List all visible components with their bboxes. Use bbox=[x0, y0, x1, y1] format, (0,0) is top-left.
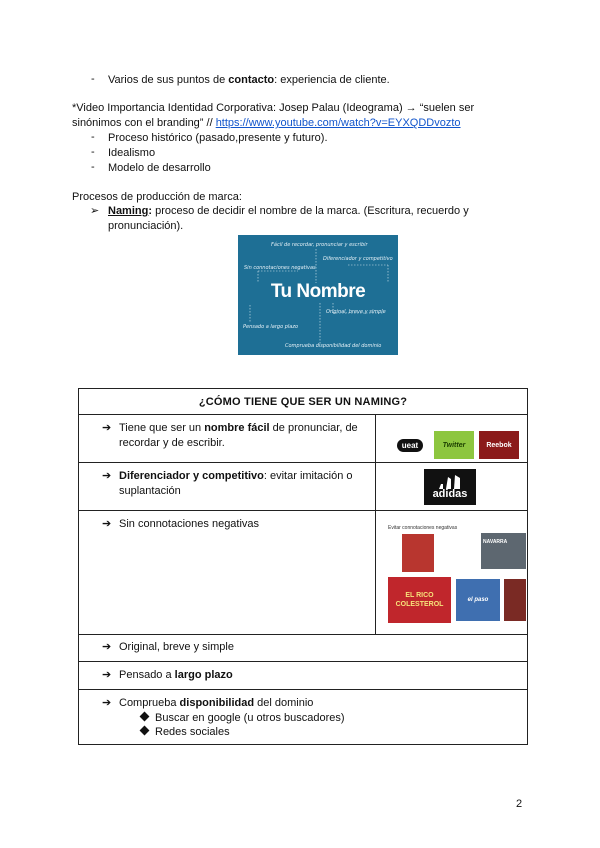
naming-definition-cont: pronunciación). bbox=[108, 220, 184, 232]
arrow-icon: ➔ bbox=[102, 470, 112, 482]
logos-cell bbox=[376, 415, 528, 463]
arrow-icon: ➔ bbox=[102, 641, 112, 653]
negative-examples-cell bbox=[376, 511, 528, 635]
table-row bbox=[79, 415, 528, 463]
diagram-label: Fácil de recordar, pronunciar y escribir bbox=[271, 242, 368, 248]
arrow-icon: ➔ bbox=[102, 697, 112, 709]
intro-bullet: Varios de sus puntos de contacto: experiencia de cliente. bbox=[108, 74, 390, 86]
reebok-logo: Reebok bbox=[479, 431, 519, 459]
youtube-link[interactable]: https://www.youtube.com/watch?v=EYXQDDvozto bbox=[215, 117, 461, 129]
row-text: ➔ Comprueba disponibilidad del dominio bbox=[102, 697, 314, 709]
table-header-row bbox=[79, 389, 528, 415]
sub-item: Buscar en google (u otros buscadores) bbox=[79, 711, 527, 725]
dash-bullet: - bbox=[91, 146, 95, 158]
video-item: Proceso histórico (pasado,presente y futuro). bbox=[108, 132, 328, 144]
diagram-label: Original, breve y simple bbox=[326, 309, 386, 315]
neg-photo-3: el paso bbox=[456, 579, 500, 621]
arrow-icon: ➔ bbox=[102, 422, 112, 434]
naming-definition: Naming: proceso de decidir el nombre de la marca. (Escritura, recuerdo y bbox=[108, 205, 469, 217]
twitter-logo: Twitter bbox=[434, 431, 474, 459]
neg-caption: Evitar connotaciones negativas bbox=[388, 525, 458, 531]
table-row bbox=[79, 690, 528, 745]
row-text: ➔ Tiene que ser un nombre fácil de pronunciar, de recordar y de escribir. bbox=[102, 422, 358, 449]
row-text: ➔ Diferenciador y competitivo: evitar imitación o suplantación bbox=[102, 470, 353, 497]
tu-nombre-diagram bbox=[238, 235, 398, 355]
neg-photo-4 bbox=[504, 579, 526, 621]
video-item: Idealismo bbox=[108, 147, 156, 159]
diagram-label: Sin connotaciones negativas bbox=[244, 265, 316, 271]
naming-table bbox=[78, 388, 528, 745]
table-row bbox=[79, 635, 528, 662]
arrow-bullet-icon: ➢ bbox=[90, 205, 100, 217]
table-row bbox=[79, 511, 528, 635]
arrow-icon: ➔ bbox=[102, 669, 112, 681]
dash-bullet: - bbox=[91, 131, 95, 143]
video-note-line1: *Video Importancia Identidad Corporativa: Josep Palau (Ideograma) → “suelen ser bbox=[72, 102, 475, 114]
diagram-label: Diferenciador y competitivo bbox=[323, 256, 393, 262]
diagram-title: Tu Nombre bbox=[270, 281, 366, 302]
el-rico-colesterol-sign: EL RICO COLESTEROL bbox=[388, 577, 451, 623]
ueat-logo: ueat bbox=[391, 431, 429, 459]
diamond-bullet-icon bbox=[140, 726, 150, 736]
dash-bullet: - bbox=[91, 161, 95, 173]
logo-cell bbox=[376, 463, 528, 511]
row-text: ➔ Original, breve y simple bbox=[102, 641, 234, 653]
table-row bbox=[79, 662, 528, 690]
neg-photo-1 bbox=[402, 534, 434, 572]
video-note-line2: sinónimos con el branding” // https://www.youtube.com/watch?v=EYXQDDvozto bbox=[72, 117, 461, 129]
video-item: Modelo de desarrollo bbox=[108, 162, 211, 174]
table-row bbox=[79, 463, 528, 511]
diamond-bullet-icon bbox=[140, 712, 150, 722]
row-text: ➔ Pensado a largo plazo bbox=[102, 669, 233, 681]
page-number: 2 bbox=[516, 798, 523, 810]
procesos-heading: Procesos de producción de marca: bbox=[72, 191, 242, 203]
adidas-stripes-icon bbox=[437, 475, 463, 489]
table-header: ¿CÓMO TIENE QUE SER UN NAMING? bbox=[79, 389, 528, 415]
diagram-label: Pensado a largo plazo bbox=[243, 324, 299, 330]
neg-photo-2: NAVARRA bbox=[481, 533, 526, 569]
adidas-logo: adidas bbox=[424, 469, 476, 505]
arrow-icon: ➔ bbox=[102, 518, 112, 530]
diagram-label: Comprueba disponibilidad del dominio bbox=[285, 343, 382, 349]
dash-bullet: - bbox=[91, 73, 95, 85]
sub-item: Redes sociales bbox=[79, 725, 527, 744]
row-text: ➔ Sin connotaciones negativas bbox=[102, 518, 260, 530]
negative-examples-image bbox=[386, 519, 526, 633]
